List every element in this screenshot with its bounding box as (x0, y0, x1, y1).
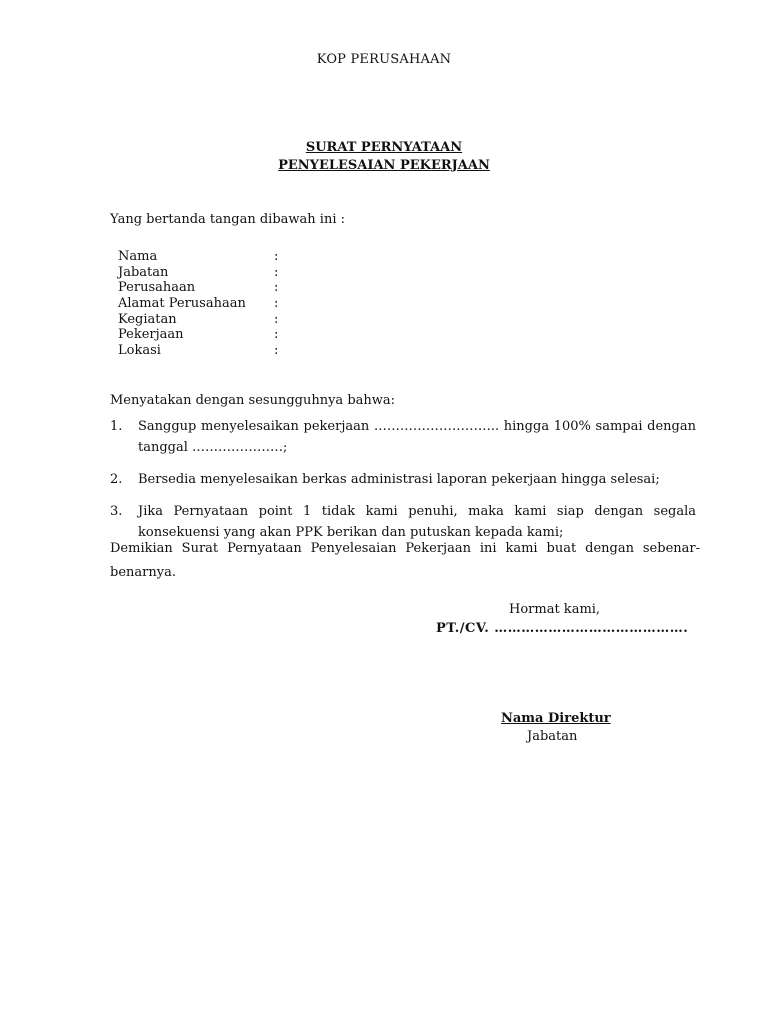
field-colon: : (274, 264, 279, 280)
field-label: Pekerjaan (118, 327, 184, 343)
item-number: 2. (110, 472, 123, 487)
field-colon: : (274, 296, 279, 312)
company-letterhead: KOP PERUSAHAAN (316, 52, 452, 67)
signature-greeting: Hormat kami, (509, 602, 601, 617)
field-colon: : (274, 327, 279, 343)
item-text: Sanggup menyelesaikan pekerjaan ……………………….. hingga 100% sampai dengan tanggal …………………; (138, 419, 696, 455)
item-text: Jika Pernyataan point 1 tidak kami penuhi, maka kami siap dengan segala konsekuensi yang akan PPK berikan dan putuskan kepada kami; (138, 504, 696, 540)
document-title: SURAT PERNYATAAN (305, 140, 463, 155)
field-label: Alamat Perusahaan (118, 296, 246, 312)
item-number: 3. (110, 504, 123, 519)
statement-item (110, 469, 696, 490)
field-label: Perusahaan (118, 280, 196, 296)
item-text: Bersedia menyelesaikan berkas administrasi laporan pekerjaan hingga selesai; (138, 472, 660, 487)
field-colon: : (274, 343, 279, 359)
field-colon: : (274, 311, 279, 327)
document-subtitle: PENYELESAIAN PEKERJAAN (278, 158, 490, 173)
signatory-position: Jabatan (527, 729, 578, 744)
field-colon: : (274, 249, 279, 264)
statement-item (110, 416, 696, 458)
item-number: 1. (110, 419, 123, 434)
statement-list (110, 416, 696, 554)
field-label: Kegiatan (118, 311, 177, 327)
signatory-name: Nama Direktur (501, 711, 611, 726)
field-colon: : (274, 280, 279, 296)
field-label: Jabatan (118, 264, 169, 280)
field-label: Lokasi (118, 343, 161, 359)
field-label: Nama (118, 249, 158, 264)
signature-company: PT./CV. ……………………………………. (436, 621, 689, 636)
statement-intro: Menyatakan dengan sesungguhnya bahwa: (110, 393, 396, 408)
closing-paragraph: Demikian Surat Pernyataan Penyelesaian Pekerjaan ini kami buat dengan sebenar-benarnya. (110, 541, 700, 580)
intro-text: Yang bertanda tangan dibawah ini : (110, 212, 345, 227)
